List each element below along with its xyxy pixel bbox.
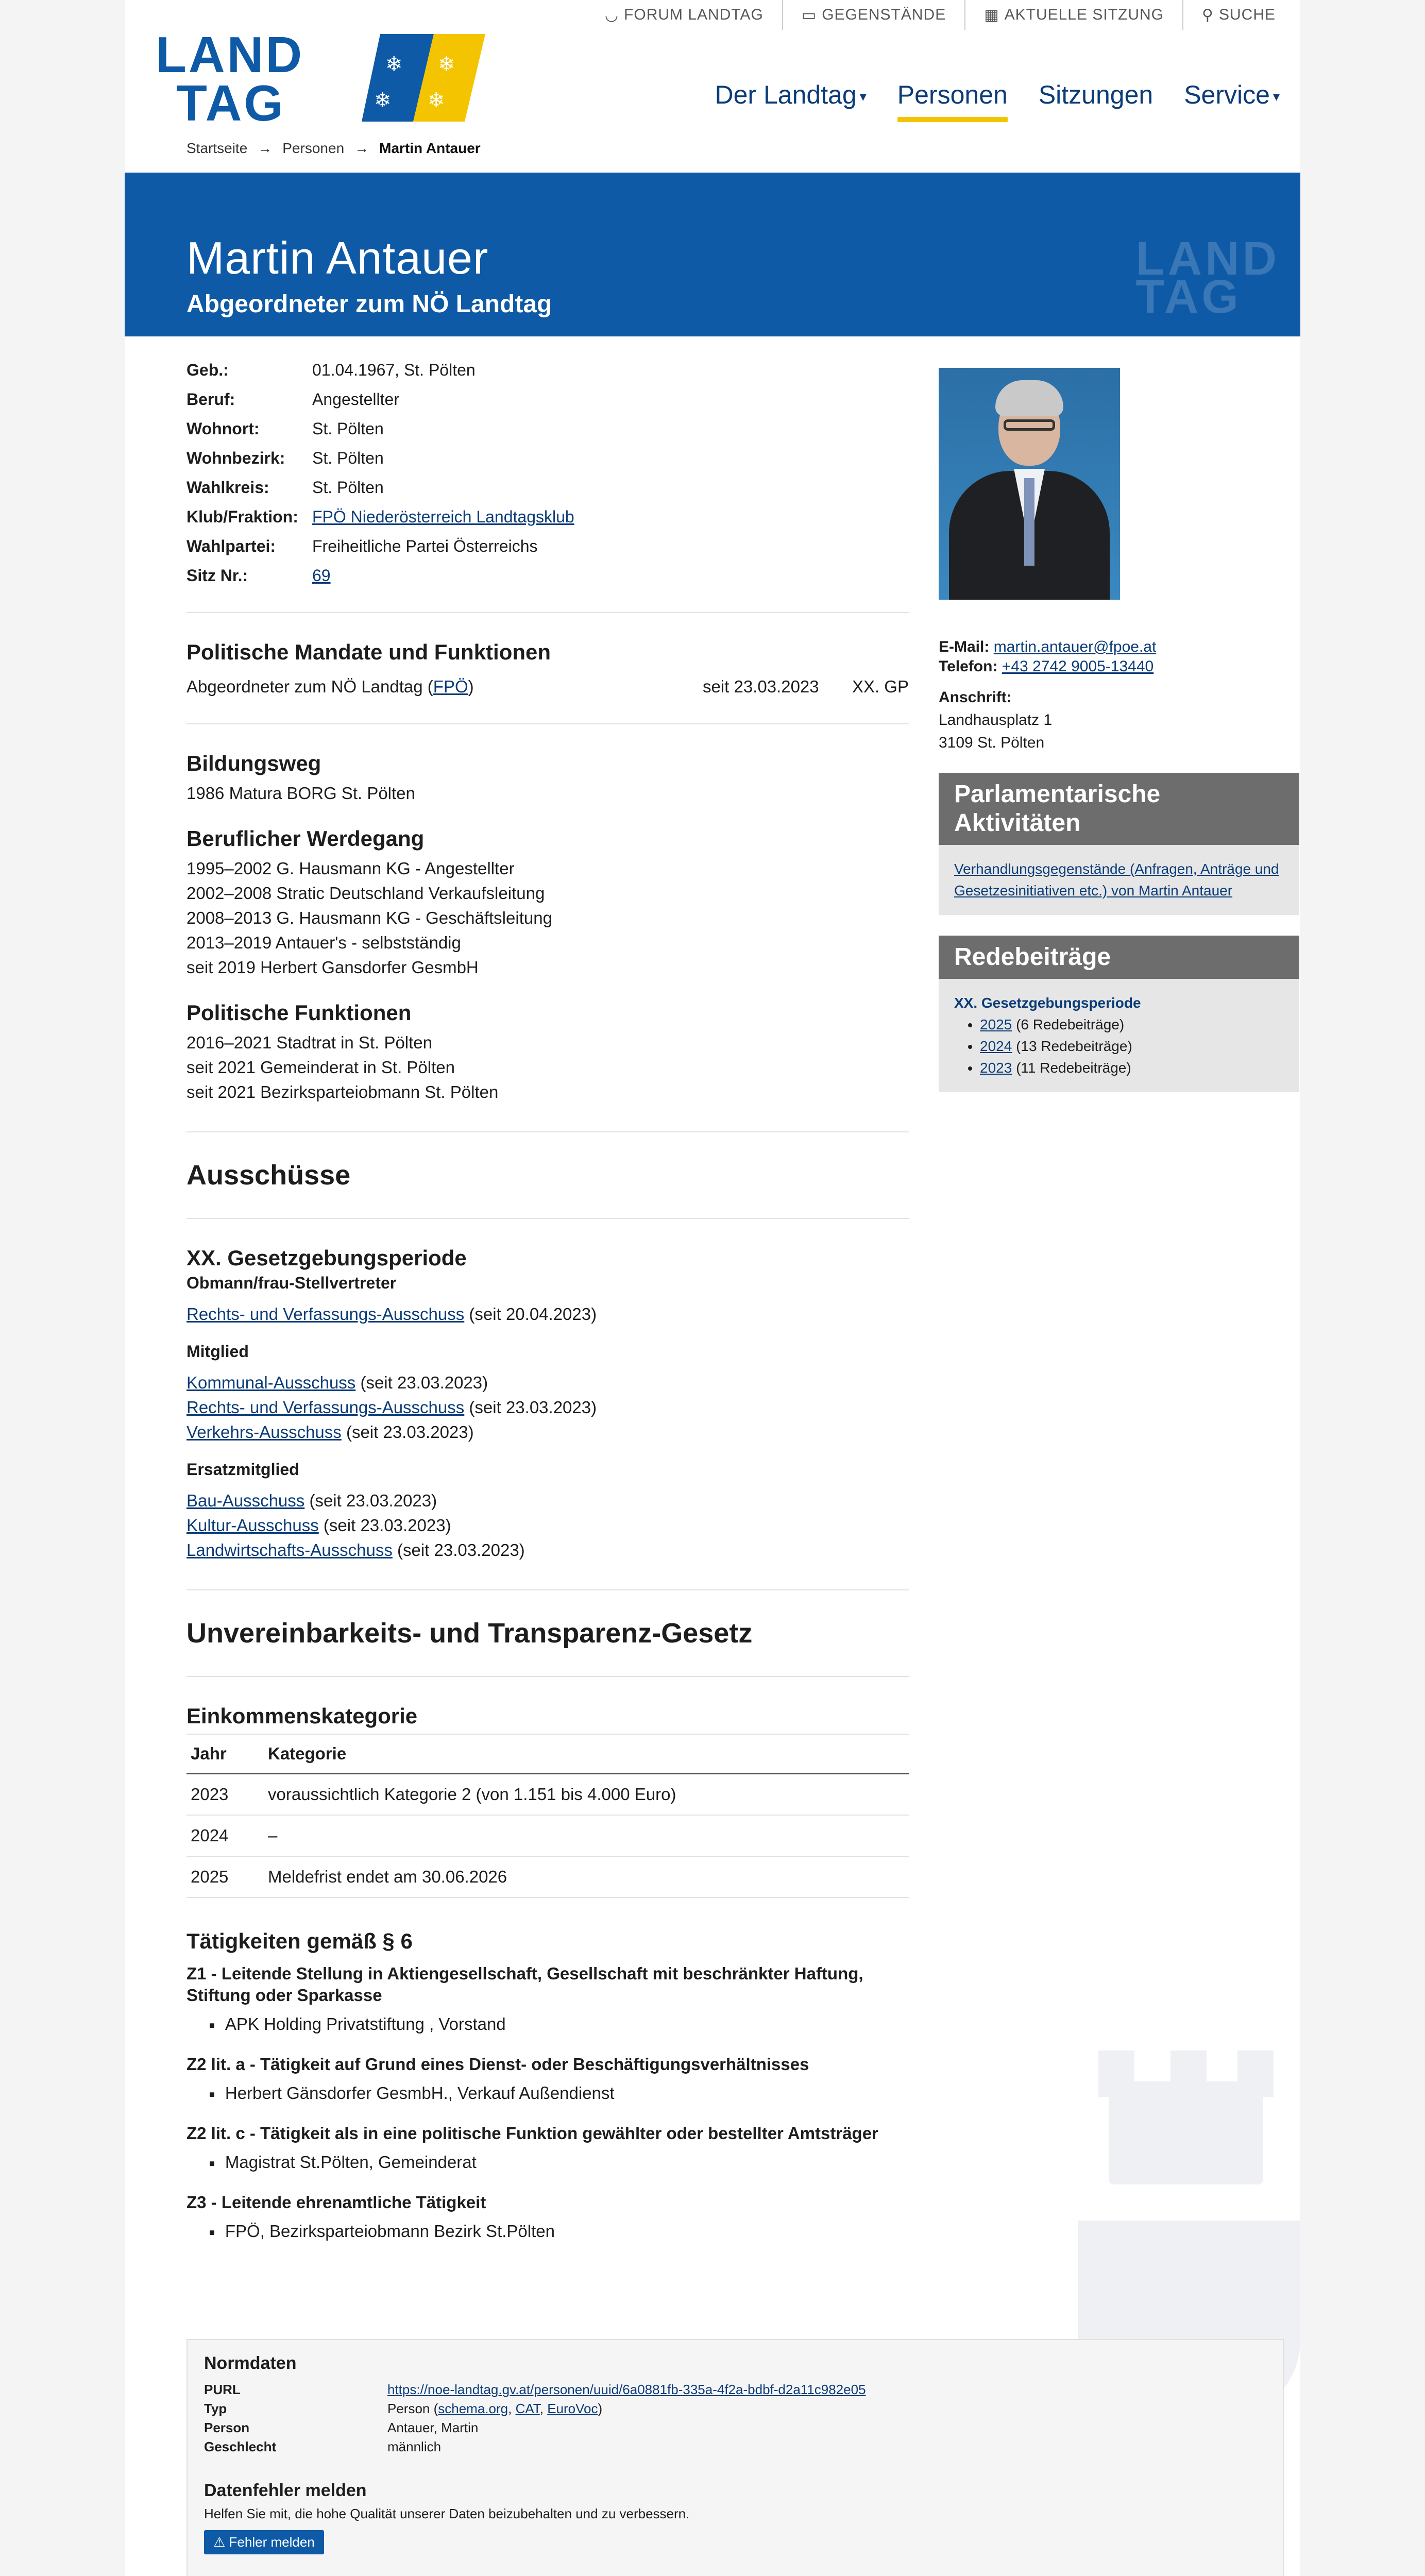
profile-facts (186, 361, 909, 585)
hero-watermark: LAND TAG (1135, 232, 1280, 323)
committee-link[interactable]: Kommunal-Ausschuss (186, 1373, 356, 1392)
divider (186, 1218, 909, 1219)
list-item: ■ Magistrat St.Pölten, Gemeinderat (209, 2153, 909, 2172)
report-error-button[interactable]: ⚠ Fehler melden (204, 2530, 324, 2554)
list-item: 2013–2019 Antauer's - selbstständig (186, 933, 461, 952)
fact-value: Freiheitliche Partei Österreichs (312, 537, 538, 555)
sidebar (939, 368, 1299, 1092)
political-heading: Politische Funktionen (186, 1001, 412, 1025)
divider (186, 723, 909, 724)
page (125, 0, 1300, 2576)
search-icon: ⚲ (1202, 6, 1214, 24)
committees-heading: Ausschüsse (186, 1160, 351, 1191)
logo-line-1: LAND (156, 30, 304, 83)
utility-gegenstaende[interactable] (783, 0, 965, 30)
fact-label: Klub/Fraktion: (186, 507, 298, 526)
calendar-icon: ▦ (984, 6, 999, 24)
breadcrumb-current: Martin Antauer (379, 140, 481, 156)
party-link[interactable]: FPÖ (433, 677, 468, 696)
club-link[interactable]: FPÖ Niederösterreich Landtagsklub (312, 507, 574, 526)
fact-label: Beruf: (186, 390, 235, 409)
panel-title: Parlamentarische Aktivitäten (939, 773, 1299, 845)
address-line: 3109 St. Pölten (939, 734, 1045, 751)
utility-sitzung[interactable] (965, 0, 1183, 30)
fact-value: St. Pölten (312, 419, 384, 438)
list-item: seit 2021 Bezirksparteiobmann St. Pölten (186, 1082, 499, 1101)
page-title: Martin Antauer (186, 232, 489, 283)
utility-search[interactable] (1183, 0, 1276, 30)
svg-text:❄: ❄ (385, 53, 403, 76)
committee-link[interactable]: Kultur-Ausschuss (186, 1516, 319, 1535)
career-heading: Beruflicher Werdegang (186, 826, 425, 851)
fact-value: St. Pölten (312, 478, 384, 497)
utility-forum[interactable] (586, 0, 783, 30)
committee-group: Mitglied Kommunal-Ausschuss (seit 23.03.2023) Rechts- und Verfassungs-Ausschuss (seit 23.03.2023) Verkehrs-Ausschuss (seit 23.03.2023) (186, 1342, 909, 1445)
table-row: 2025 Meldefrist endet am 30.06.2026 (186, 1856, 909, 1897)
fact-label: Sitz Nr.: (186, 566, 248, 585)
address-line: Landhausplatz 1 (939, 711, 1053, 728)
main-content (186, 361, 909, 2241)
committee-group: Ersatzmitglied Bau-Ausschuss (seit 23.03.2023) Kultur-Ausschuss (seit 23.03.2023) Landwirtschafts-Ausschuss (seit 23.03.2023) (186, 1460, 909, 1563)
logo-line-2: TAG (176, 75, 285, 128)
list-item: seit 2021 Gemeinderat in St. Pölten (186, 1058, 455, 1077)
caret-down-icon: ▾ (1273, 89, 1280, 105)
fact-value: St. Pölten (312, 449, 384, 467)
svg-text:❄: ❄ (428, 89, 445, 112)
error-report-title: Datenfehler melden (204, 2481, 367, 2500)
activity-category: Z2 lit. c - Tätigkeit als in eine politische Funktion gewählter oder bestellter Amtsträger (186, 2124, 878, 2143)
divider (186, 612, 909, 613)
table-row: 2023 voraussichtlich Kategorie 2 (von 1.151 bis 4.000 Euro) (186, 1774, 909, 1816)
committee-group: Obmann/frau-Stellvertreter Rechts- und Verfassungs-Ausschuss (seit 20.04.2023) (186, 1274, 909, 1327)
breadcrumb-home[interactable]: Startseite (186, 140, 248, 156)
utility-search-label: SUCHE (1218, 6, 1276, 23)
eurovoc-link[interactable]: EuroVoc (547, 2401, 598, 2416)
committee-link[interactable]: Bau-Ausschuss (186, 1491, 305, 1510)
activity-category: Z2 lit. a - Tätigkeit auf Grund eines Dienst- oder Beschäftigungsverhältnisses (186, 2055, 809, 2074)
nav-personen[interactable]: Personen (897, 80, 1008, 122)
email-link[interactable]: martin.antauer@fpoe.at (993, 638, 1157, 655)
speeches-period: XX. Gesetzgebungsperiode (954, 995, 1141, 1011)
divider (186, 1676, 909, 1677)
committee-link[interactable]: Landwirtschafts-Ausschuss (186, 1540, 393, 1560)
column-header: Kategorie (264, 1734, 909, 1774)
list-item: ■ FPÖ, Bezirksparteiobmann Bezirk St.Pölten (209, 2222, 909, 2241)
committees-period: XX. Gesetzgebungsperiode (186, 1246, 467, 1270)
education-heading: Bildungsweg (186, 751, 321, 775)
activity-category: Z3 - Leitende ehrenamtliche Tätigkeit (186, 2193, 486, 2212)
list-item: 2008–2013 G. Hausmann KG - Geschäftsleitung (186, 908, 552, 927)
list-item: ■ APK Holding Privatstiftung , Vorstand (209, 2014, 909, 2034)
income-table (186, 1734, 909, 1898)
breadcrumb (186, 140, 481, 157)
committee-role: Mitglied (186, 1342, 249, 1361)
fact-label: Geb.: (186, 361, 229, 379)
mandates-heading: Politische Mandate und Funktionen (186, 640, 551, 664)
transparency-heading: Unvereinbarkeits- und Transparenz-Gesetz (186, 1618, 753, 1649)
utility-forum-label: FORUM LANDTAG (624, 6, 764, 23)
list-item: 1995–2002 G. Hausmann KG - Angestellter (186, 859, 515, 878)
education-list (186, 781, 909, 806)
fact-value: 01.04.1967, St. Pölten (312, 361, 476, 379)
nav-service[interactable]: Service ▾ (1184, 80, 1280, 109)
activities-panel (939, 773, 1299, 915)
seat-link[interactable]: 69 (312, 566, 331, 585)
list-item: seit 2019 Herbert Gansdorfer GesmbH (186, 958, 479, 977)
normdaten-title: Normdaten (204, 2353, 297, 2373)
landtag-logo[interactable] (156, 30, 485, 128)
arrow-right-icon: → (258, 140, 273, 156)
table-row: 2024 – (186, 1815, 909, 1856)
breadcrumb-personen[interactable]: Personen (282, 140, 345, 156)
income-heading: Einkommenskategorie (186, 1704, 418, 1728)
committee-link[interactable]: Rechts- und Verfassungs-Ausschuss (186, 1304, 465, 1324)
svg-text:❄: ❄ (438, 53, 455, 76)
utility-gegenstaende-label: GEGENSTÄNDE (822, 6, 946, 23)
cat-link[interactable]: CAT (515, 2401, 540, 2416)
committee-role: Obmann/frau-Stellvertreter (186, 1274, 397, 1292)
divider (186, 1589, 909, 1590)
mandate-period: XX. GP (852, 677, 909, 696)
utility-sitzung-label: AKTUELLE SITZUNG (1004, 6, 1164, 23)
normdaten-box: Normdaten PURL https://noe-landtag.gv.at/personen/uuid/6a0881fb-335a-4f2a-bdbf-d2a11c982e05 Typ Person (schema.org, CAT, EuroVoc) Person Antauer, Martin Geschlecht männlich Datenfehler melden Helfen Sie mit, die hohe Qualität unserer Daten beizubehalten und zu verbessern. ⚠ Fehler melden (186, 2339, 1284, 2576)
list-item: • 2024 (13 Redebeiträge) (980, 1036, 1284, 1057)
nav-der-landtag[interactable]: Der Landtag ▾ (715, 80, 867, 109)
arrow-right-icon: → (354, 140, 369, 156)
fact-label: Wohnbezirk: (186, 449, 285, 467)
committee-link[interactable]: Verkehrs-Ausschuss (186, 1422, 342, 1442)
column-header: Jahr (186, 1734, 264, 1774)
speech-year-link[interactable]: 2025 (980, 1016, 1012, 1032)
document-icon: ▭ (801, 6, 817, 24)
warning-icon: ⚠ (213, 2534, 226, 2550)
list-item: • 2023 (11 Redebeiträge) (980, 1057, 1284, 1079)
hero-banner (125, 173, 1300, 336)
speech-year-link[interactable]: 2023 (980, 1060, 1012, 1076)
caret-down-icon: ▾ (859, 89, 867, 105)
activity-category: Z1 - Leitende Stellung in Aktiengesellschaft, Gesellschaft mit beschränkter Haftung, Stiftung oder Sparkasse (186, 1964, 863, 2005)
list-item: 1986 Matura BORG St. Pölten (186, 784, 415, 803)
fact-label: Wohnort: (186, 419, 260, 438)
mandate-since: seit 23.03.2023 (702, 677, 819, 696)
committee-role: Ersatzmitglied (186, 1460, 299, 1479)
divider (186, 1131, 909, 1132)
phone-link[interactable]: +43 2742 9005-13440 (1002, 658, 1154, 675)
activities-heading: Tätigkeiten gemäß § 6 (186, 1929, 413, 1953)
activities-list (186, 1963, 909, 2241)
political-list (186, 1030, 909, 1105)
career-list (186, 856, 909, 980)
nav-sitzungen[interactable]: Sitzungen (1038, 80, 1153, 109)
schema-link[interactable]: schema.org (438, 2401, 508, 2416)
mandate-row: Abgeordneter zum NÖ Landtag (FPÖ) seit 23.03.2023 XX. GP (186, 677, 909, 696)
list-item: ■ Herbert Gänsdorfer GesmbH., Verkauf Außendienst (209, 2083, 909, 2103)
fact-label: Wahlkreis: (186, 478, 269, 497)
panel-title: Redebeiträge (939, 936, 1299, 979)
contact-info: E-Mail: martin.antauer@fpoe.at Telefon: +43 2742 9005-13440 Anschrift: Landhausplatz 1 3109 St. Pölten (939, 636, 1299, 754)
speech-year-link[interactable]: 2024 (980, 1038, 1012, 1054)
svg-text:❄: ❄ (374, 89, 392, 112)
portrait-photo (939, 368, 1120, 600)
committee-link[interactable]: Rechts- und Verfassungs-Ausschuss (186, 1398, 465, 1417)
list-item: 2002–2008 Stratic Deutschland Verkaufsleitung (186, 884, 545, 903)
error-report-text: Helfen Sie mit, die hohe Qualität unserer Daten beizubehalten und zu verbessern. (204, 2506, 690, 2521)
speeches-panel (939, 936, 1299, 1092)
fact-label: Wahlpartei: (186, 537, 276, 555)
page-subtitle: Abgeordneter zum NÖ Landtag (186, 291, 552, 318)
activities-link[interactable]: Verhandlungsgegenstände (Anfragen, Anträge und Gesetzesinitiativen etc.) von Martin Antauer (954, 861, 1279, 899)
forum-icon: ◡ (604, 6, 619, 24)
list-item: • 2025 (6 Redebeiträge) (980, 1014, 1284, 1036)
utility-nav (586, 0, 1276, 30)
fact-value: Angestellter (312, 390, 399, 409)
list-item: 2016–2021 Stadtrat in St. Pölten (186, 1033, 433, 1052)
purl-link[interactable]: https://noe-landtag.gv.at/personen/uuid/6a0881fb-335a-4f2a-bdbf-d2a11c982e05 (387, 2382, 866, 2397)
main-nav (715, 80, 1280, 122)
